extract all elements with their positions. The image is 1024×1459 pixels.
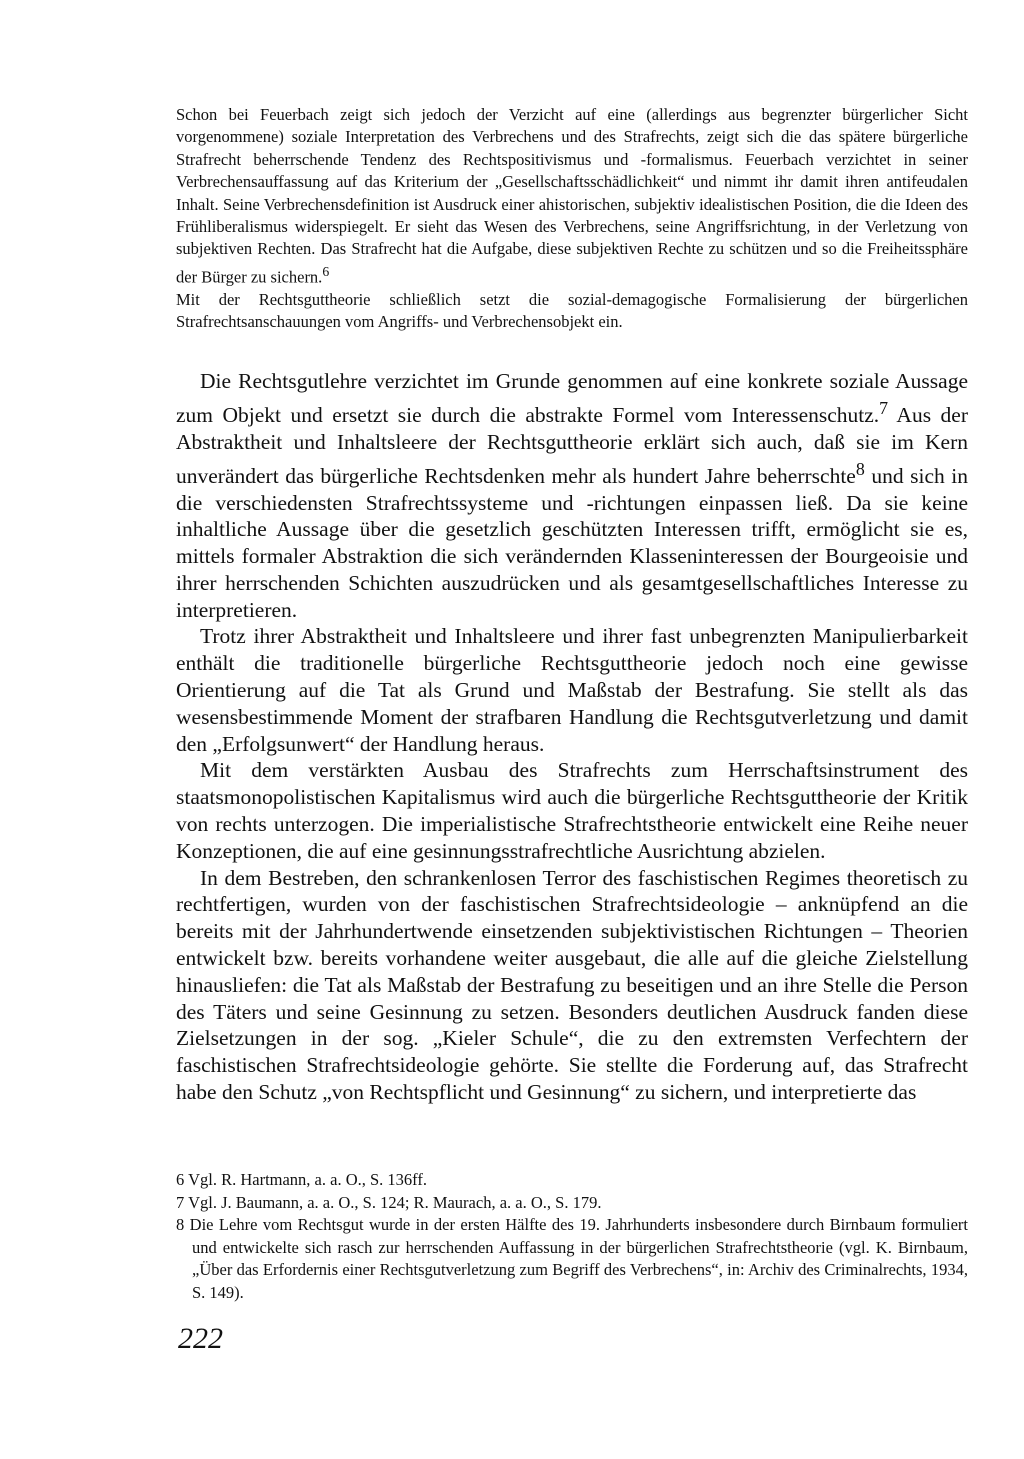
page-number: 222 [178,1322,223,1355]
footnote-ref-6: 6 [322,263,330,279]
footnote-8: 8 Die Lehre vom Rechtsgut wurde in der ersten Hälfte des 19. Jahrhunderts insbesondere durch Birnbaum formuliert und entwickelte sich rasch zur herrschenden Auffassung in der bürgerlichen Strafrechtstheorie (vgl. K. Birnbaum, „Über das Erfordernis einer Rechtsgutverletzung zum Begriff des Verbrechens“, in: Archiv des Criminalrechts, 1934, S. 149). [176,1215,968,1302]
main-paragraph-1-part-c: und sich in die verschiedensten Strafrechtssysteme und -richtungen einpassen ließ. Da sie keine inhaltliche Aussage über die gesetzlich geschützten Interessen trifft, ermöglicht sie es, mittels formaler Abstraktion die sich verändernden Klasseninteressen der Bourgeoisie und ihrer herrschenden Schichten auszudrücken und als gesamtgesellschaftliches Interesse zu interpretieren. [176,463,968,622]
main-paragraph-1 [176,368,968,623]
main-text [176,368,968,1106]
footnote-6: 6 Vgl. R. Hartmann, a. a. O., S. 136ff. [176,1170,427,1189]
footnotes [176,1169,968,1305]
indented-quote-block [176,104,968,334]
quote-paragraph-2: Mit der Rechtsguttheorie schließlich setzt die sozial-demagogische Formalisierung der bürgerlichen Strafrechtsanschauungen vom Angriffs- und Verbrechensobjekt ein. [176,289,968,332]
quote-paragraph-1 [176,104,968,289]
main-paragraph-1-part-b: Aus der Abstraktheit und Inhaltsleere der Rechtsguttheorie erklärt sich auch, daß sie im Kern unverändert das bürgerliche Rechtsdenken mehr als hundert Jahre beherrschte [176,402,968,488]
footnote-ref-8: 8 [855,458,865,479]
footnote-7: 7 Vgl. J. Baumann, a. a. O., S. 124; R. Maurach, a. a. O., S. 179. [176,1192,602,1212]
quote-paragraph-1-text: Schon bei Feuerbach zeigt sich jedoch der Verzicht auf eine (allerdings aus begrenzter bürgerlicher Sicht vorgenommene) soziale Interpretation des Verbrechens und des Strafrechts, zeigt sich die das spätere bürgerliche Strafrecht beherrschende Tendenz des Rechtspositivismus und -formalismus. Feuerbach verzichtet in seiner Verbrechensauffassung auf das Kriterium der „Gesellschaftsschädlichkeit“ und nimmt ihr damit ihren antifeudalen Inhalt. Seine Verbrechensdefinition ist Ausdruck einer ahistorischen, subjektiv idealistischen Position, die die Ideen des Frühliberalismus widerspiegelt. Er sieht das Wesen des Verbrechens, seine Angriffsrichtung, in der Verletzung von subjektiven Rechten. Das Strafrecht hat die Aufgabe, diese subjektiven Rechte zu schützen und so die Freiheitssphäre der Bürger zu sichern. [176,105,968,287]
main-paragraph-4: In dem Bestreben, den schrankenlosen Terror des faschistischen Regimes theoretisch zu rechtfertigen, wurden von der faschistischen Strafrechtsideologie – anknüpfend an die bereits mit der Jahrhundertwende einsetzenden subjektivistischen Richtungen – Theorien entwickelt bzw. bereits vorhandene weiter ausgebaut, die alle auf die gleiche Zielstellung hinausliefen: die Tat als Maßstab der Bestrafung zu beseitigen und an ihre Stelle die Person des Täters und seine Gesinnung zu setzen. Besonders deutlichen Ausdruck fanden diese Zielsetzungen in der sog. „Kieler Schule“, die zu den extremsten Verfechtern der faschistischen Strafrechtsideologie gehörte. Sie stellte die Forderung auf, das Strafrecht habe den Schutz „von Rechtspflicht und Gesinnung“ zu sichern, und interpretierte das [176,865,968,1105]
main-paragraph-1-part-a: Die Rechtsgutlehre verzichtet im Grunde genommen auf eine konkrete soziale Aussage zum Objekt und ersetzt sie durch die abstrakte Formel vom Interessenschutz. [176,369,968,427]
main-paragraph-3: Mit dem verstärkten Ausbau des Strafrechts zum Herrschaftsinstrument des staatsmonopolistischen Kapitalismus wird auch die bürgerliche Rechtsguttheorie der Kritik von rechts unterzogen. Die imperialistische Strafrechtstheorie entwickelt eine Reihe neuer Konzeptionen, die auf eine gesinnungsstrafrechtliche Ausrichtung abzielen. [176,758,968,863]
main-paragraph-2: Trotz ihrer Abstraktheit und Inhaltsleere und ihrer fast unbegrenzten Manipulierbarkeit enthält die traditionelle bürgerliche Rechtsguttheorie jedoch noch eine gewisse Orientierung auf die Tat als Grund und Maßstab der Bestrafung. Sie stellt als das wesensbestimmende Moment der strafbaren Handlung die Rechtsgutverletzung und damit den „Erfolgsunwert“ der Handlung heraus. [176,624,968,756]
footnote-ref-7: 7 [879,397,889,418]
